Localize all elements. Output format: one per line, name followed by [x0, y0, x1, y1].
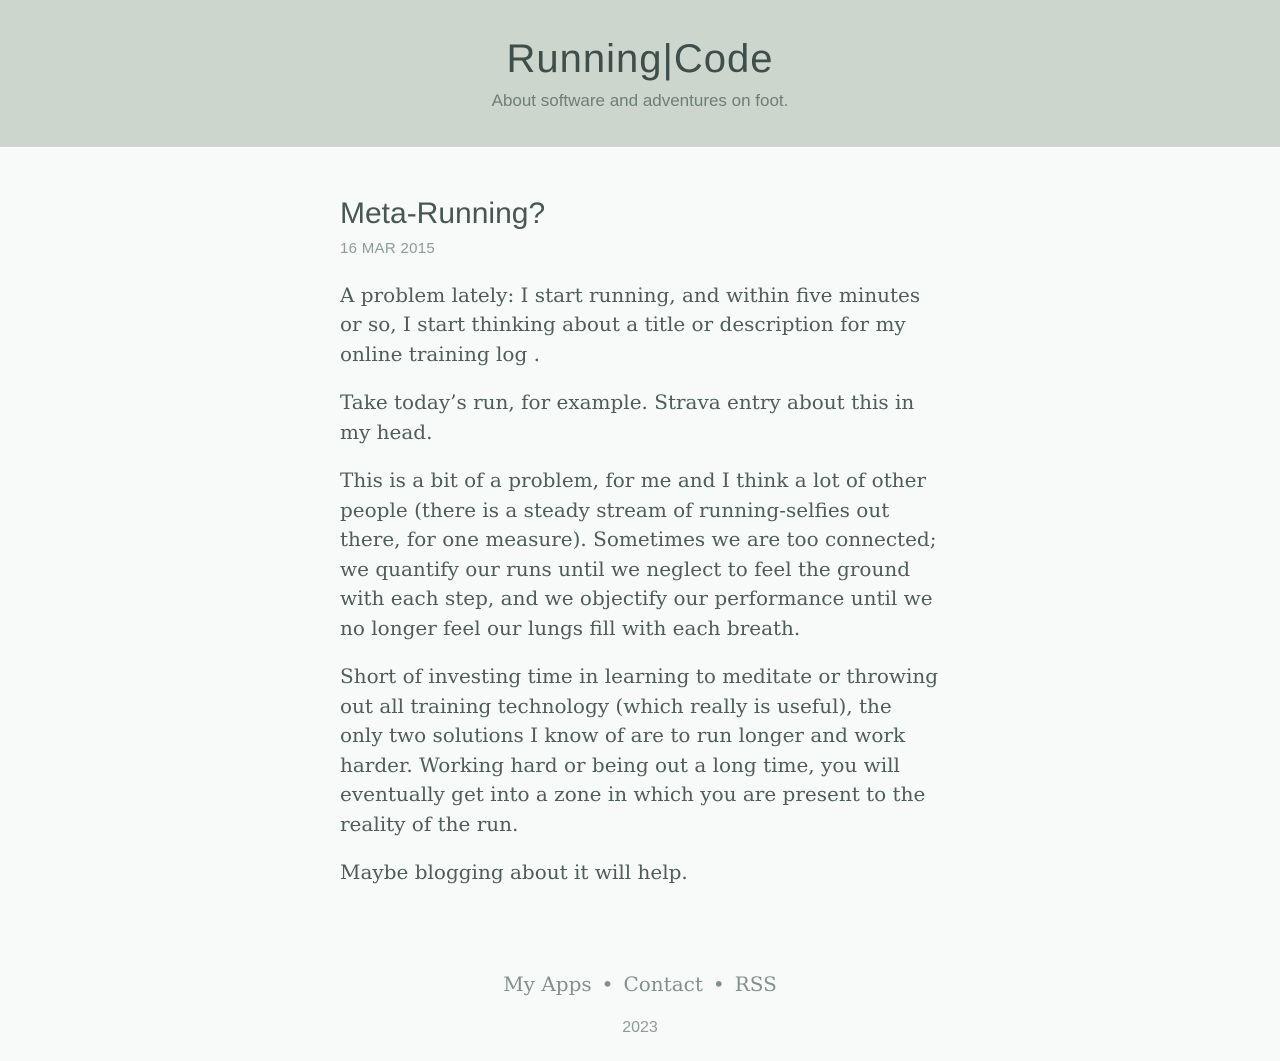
- footer-link-contact[interactable]: Contact: [623, 971, 703, 996]
- site-title-link[interactable]: Running|Code: [506, 37, 774, 81]
- post-paragraph: Take today’s run, for example. Strava entry about this in my head.: [340, 390, 915, 444]
- footer-separator-dot: •: [712, 971, 725, 996]
- blog-post: [340, 147, 940, 888]
- footer-year: 2023: [622, 1018, 658, 1036]
- footer-nav: [0, 972, 1280, 996]
- post-paragraph: A problem lately: I start running, and within five minutes or so, I start thinking about a title or description for my online training log .: [340, 282, 921, 366]
- post-paragraph: Maybe blogging about it will help.: [340, 860, 688, 884]
- site-footer: [0, 972, 1280, 1061]
- content-column: [340, 147, 940, 888]
- post-date: 16 MAR 2015: [340, 239, 436, 257]
- masthead: [0, 0, 1280, 147]
- footer-separator-dot: •: [601, 971, 614, 996]
- site-subtitle: About software and adventures on foot.: [491, 91, 789, 110]
- footer-link-rss[interactable]: RSS: [734, 971, 777, 996]
- footer-link-my-apps[interactable]: My Apps: [503, 971, 592, 996]
- post-body: [340, 281, 940, 888]
- post-paragraph: Short of investing time in learning to meditate or throwing out all training technology (which really is useful), the only two solutions I know of are to run longer and work harder. Working hard or being out a long time, you will eventually get into a zone in which you are present to the reality of the run.: [340, 664, 939, 836]
- post-title: Meta-Running?: [340, 197, 546, 230]
- post-paragraph: This is a bit of a problem, for me and I think a lot of other people (there is a steady stream of running-selfies out there, for one measure). Sometimes we are too connected; we quantify our runs until we neglect to feel the ground with each step, and we objectify our performance until we no longer feel our lungs fill with each breath.: [340, 468, 937, 640]
